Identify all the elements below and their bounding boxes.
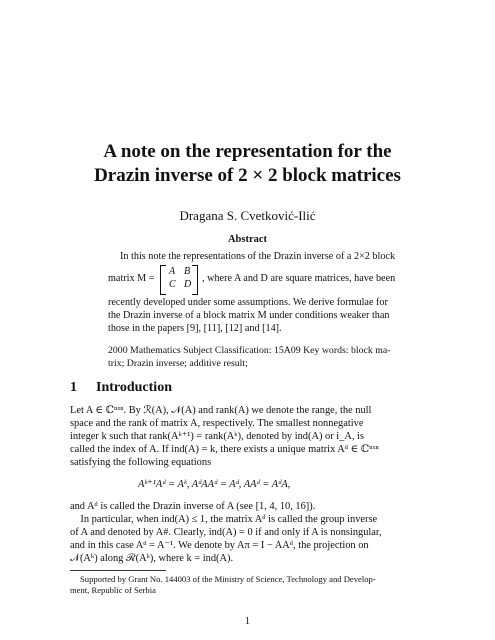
body-line-8: of A and denoted by A#. Clearly, ind(A) = 0 if and only if A is nonsingular, xyxy=(70,527,382,538)
footnote-line-2: ment, Republic of Serbia xyxy=(70,585,156,595)
body-line-4: called the index of A. If ind(A) = k, there exists a unique matrix Aᵈ ∈ ℂⁿˣⁿ xyxy=(70,444,379,455)
matrix-cell-d: D xyxy=(184,279,192,290)
matrix-cell-a: A xyxy=(169,266,176,277)
msc-keywords-line-2: trix; Drazin inverse; additive result; xyxy=(108,358,248,369)
drazin-equations: Aᵏ⁺¹Aᵈ = Aᵏ, AᵈAAᵈ = Aᵈ, AAᵈ = AᵈA, xyxy=(138,479,291,490)
body-line-5: satisfying the following equations xyxy=(70,457,212,468)
abstract-matrix-prefix: matrix M = xyxy=(108,273,155,284)
matrix-cell-b: B xyxy=(184,266,191,277)
body-line-10: 𝒩(Aᵏ) along ℛ(Aᵏ), where k = ind(A). xyxy=(70,553,234,564)
section-heading xyxy=(70,380,172,396)
section-title: Introduction xyxy=(96,380,172,395)
body-line-3: integer k such that rank(Aᵏ⁺¹) = rank(Aᵏ), denoted by ind(A) or i_A, is xyxy=(70,431,364,442)
section-number: 1 xyxy=(70,380,77,395)
body-line-7: In particular, when ind(A) ≤ 1, the matrix Aᵈ is called the group inverse xyxy=(70,514,378,525)
abstract-matrix-suffix: , where A and D are square matrices, have been xyxy=(202,273,396,284)
abstract-matrix-line xyxy=(108,264,398,294)
paper-title-line-1: A note on the representation for the xyxy=(103,141,392,162)
abstract-line-3: recently developed under some assumptions. We derive formulae for xyxy=(108,297,388,308)
body-line-2: space and the rank of matrix A, respectively. The smallest nonnegative xyxy=(70,418,364,429)
page-number: 1 xyxy=(244,616,251,627)
abstract-line-5: those in the papers [9], [11], [12] and [14]. xyxy=(108,323,282,334)
abstract-line-4: the Drazin inverse of a block matrix M under conditions weaker than xyxy=(108,310,390,321)
abstract-line-1: In this note the representations of the Drazin inverse of a 2×2 block xyxy=(120,251,396,262)
footnote-line-1: Supported by Grant No. 144003 of the Ministry of Science, Technology and Develop- xyxy=(80,574,376,584)
left-bracket xyxy=(160,265,166,295)
paper-title-line-2: Drazin inverse of 2 × 2 block matrices xyxy=(94,165,401,186)
footnote-rule xyxy=(70,570,166,571)
matrix-cell-c: C xyxy=(169,279,176,290)
author-name: Dragana S. Cvetković-Ilić xyxy=(179,208,316,223)
msc-keywords-line-1: 2000 Mathematics Subject Classification: 15A09 Key words: block ma- xyxy=(108,345,391,356)
right-bracket xyxy=(192,265,198,295)
body-line-6: and Aᵈ is called the Drazin inverse of A (see [1, 4, 10, 16]). xyxy=(70,501,316,512)
block-matrix xyxy=(160,265,198,293)
abstract-heading: Abstract xyxy=(227,234,268,245)
body-line-9: and in this case Aᵈ = A⁻¹. We denote by Aπ = I − AAᵈ, the projection on xyxy=(70,540,369,551)
body-line-1: Let A ∈ ℂⁿˣⁿ. By ℛ(A), 𝒩(A) and rank(A) we denote the range, the null xyxy=(70,405,372,416)
